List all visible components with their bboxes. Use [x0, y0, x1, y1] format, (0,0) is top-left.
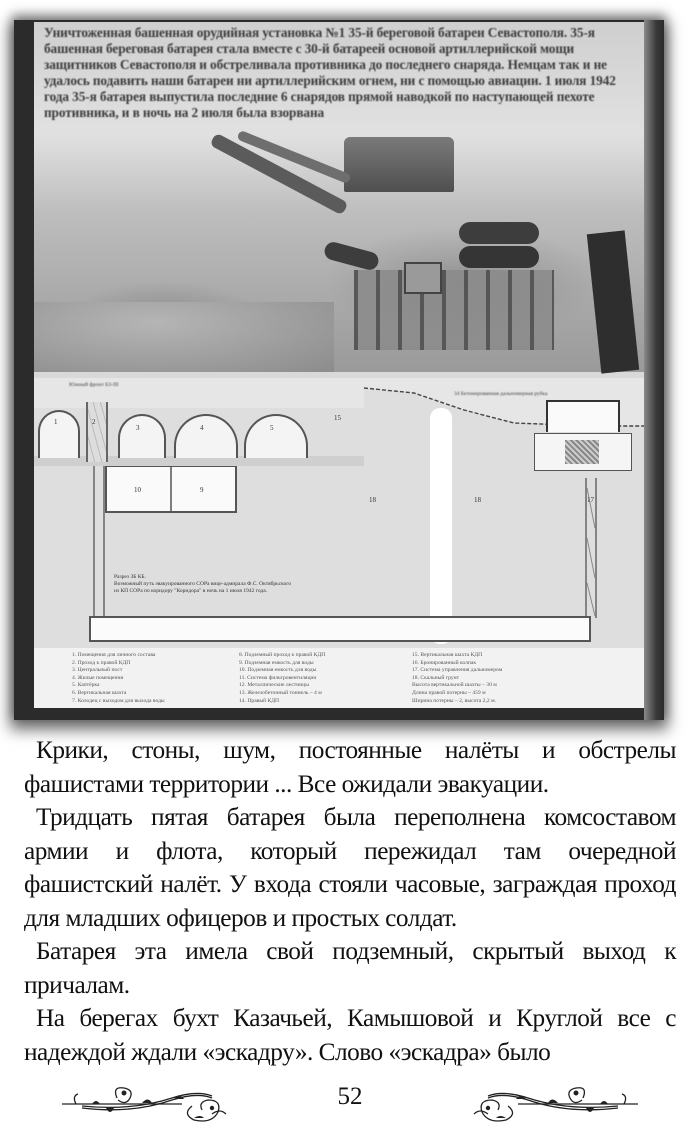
diagram-rangefinder-base — [534, 433, 632, 471]
figure — [14, 20, 664, 720]
body-text — [24, 734, 676, 1069]
paragraph: На берегах бухт Казачьей, Камышовой и Круглой все с надеждой ждали «эскадру». Слово «эскадра» было — [24, 1004, 676, 1066]
photo-wheel — [459, 246, 539, 268]
diagram-label: 3 — [136, 424, 140, 432]
figure-image — [34, 22, 644, 708]
diagram-legend — [34, 648, 644, 708]
photo-destroyed-turret — [34, 22, 644, 372]
diagram-label: 18 — [474, 496, 481, 504]
paragraph: Батарея эта имела свой подземный, скрытый выход к причалам. — [24, 937, 676, 999]
photo-gun-carriage — [354, 270, 554, 350]
photo-plank — [587, 230, 639, 373]
photo-turret — [344, 137, 454, 192]
paragraph: Крики, стоны, шум, постоянные налёты и обстрелы фашистами территории ... Все ожидали эвакуации. — [24, 736, 676, 798]
paragraph: Тридцать пятая батарея была переполнена комсоставом армии и флота, который пережидал там очередной фашистский налёт. У входа стояли часовые, заграждая проход для младших офицеров и простых солдат. — [24, 803, 676, 932]
diagram-tunnel — [89, 616, 591, 642]
page-number: 52 — [337, 1083, 363, 1110]
photo-wheel — [459, 222, 539, 244]
diagram-label: 4 — [200, 424, 204, 432]
diagram-label: 10 — [134, 486, 141, 494]
diagram-label: 18 — [369, 496, 376, 504]
diagram-label: 2 — [92, 418, 96, 426]
diagram-title-right: 34 Бетонированная дальномерная рубка — [454, 391, 548, 397]
legend-column-2: 8. Подземный проход к правой КДП 9. Подземная емкость для воды 10. Подземная емкость для воды 11. Система фильтровентиляции 12. Металлические лестницы 13. Железобетонный тоннель – 4 м 14. Правый КДП — [239, 652, 326, 704]
legend-column-3: 15. Вертикальная шахта КДП 16. Бронированный колпак 17. Система управления дальномером 18. Скальный грунт Высота вертикальной шахты – 30 м Длина правой потерны – 459 м Ширина потерны – 2, высота 2,2 м. — [412, 652, 503, 704]
page-footer — [0, 1080, 700, 1130]
diagram-title-left: Южный фронт БЗ-III — [69, 382, 119, 388]
floral-flourish-icon — [458, 1084, 638, 1124]
battery-cross-section-diagram — [34, 378, 644, 708]
diagram-break-line — [430, 408, 452, 644]
diagram-room-1 — [38, 410, 80, 458]
photo-box — [404, 262, 442, 294]
diagram-room-3 — [118, 414, 166, 458]
diagram-label: 15 — [334, 414, 341, 422]
photo-rubble — [34, 302, 334, 372]
diagram-caption: Разрез ЗБ КБ. Возможный путь эвакуированного СОРа вице-адмирала Ф.С. Октябрьского из КП СОРа по коридору "Коридора" в ночь на 1 июля 1942 года. — [114, 574, 292, 594]
diagram-shaft-2 — [86, 402, 108, 462]
photo-caption: Уничтоженная башенная орудийная установка №1 35-й береговой батареи Севастополя. 35-я башенная береговая батарея стала вместе с 30-й батареей основой артиллерийской мощи защитников Севастополя и обстреливала противника до последнего снаряда. Немцам так и не удалось подавить наши батареи ни артиллерийским огнем, ни с помощью авиации. 1 июля 1942 года 35-я батарея выпустила последние 6 снарядов прямой наводкой по наступающей пехоте противника, и в ночь на 2 июля была взорвана — [44, 25, 616, 120]
diagram-label: 9 — [200, 486, 204, 494]
diagram-label: 17 — [587, 496, 594, 504]
diagram-rangefinder-cabin — [546, 400, 620, 432]
figure-shadow — [644, 20, 664, 720]
diagram-label: 5 — [270, 424, 274, 432]
legend-column-1: 1. Помещения для личного состава 2. Проход к правой КДП 3. Центральный пост 4. Жилые помещения 5. Каптёрка 6. Вертикальная шахта 7. Колодец с выходом для выхода воды — [72, 652, 165, 704]
diagram-label: 1 — [54, 418, 58, 426]
photo-wheel — [323, 240, 381, 272]
